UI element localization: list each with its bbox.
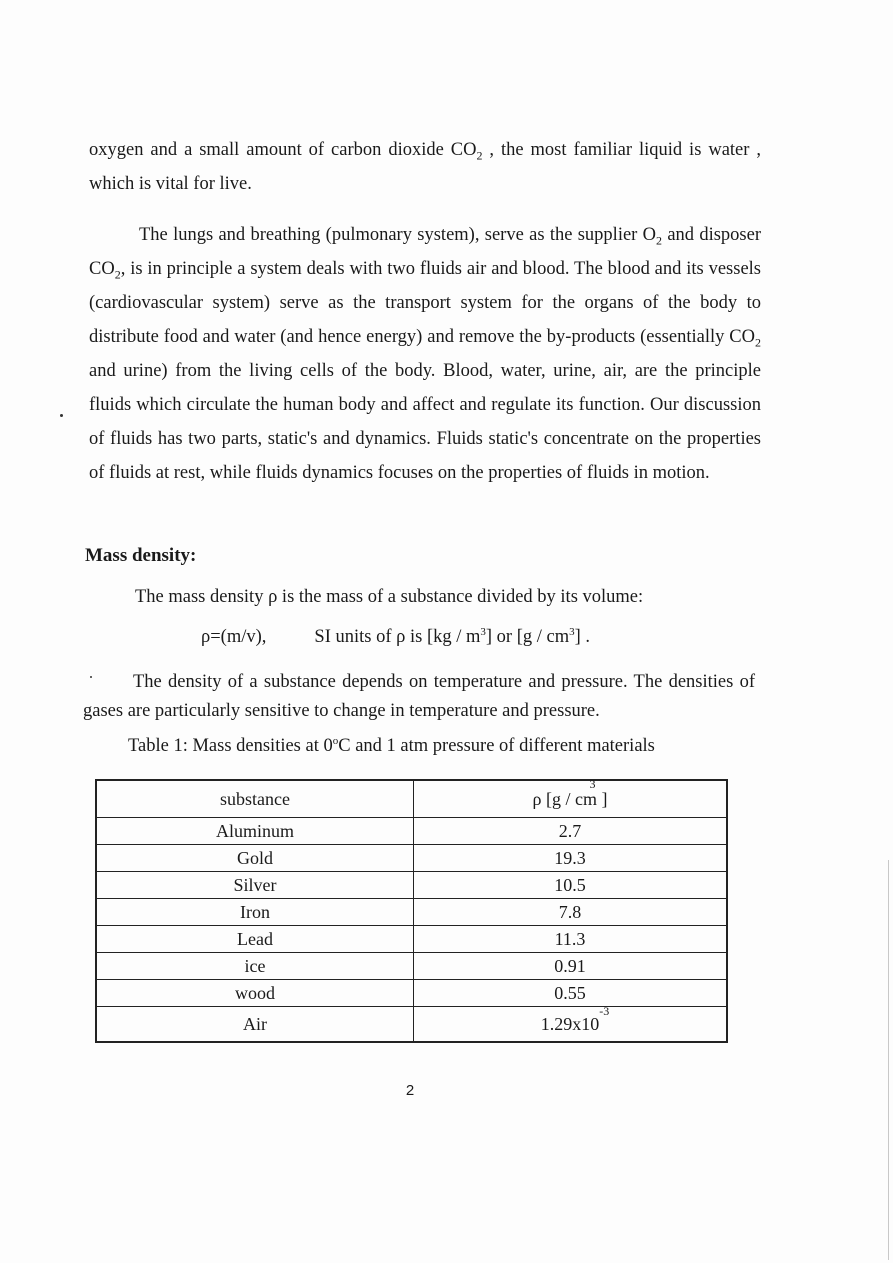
table-row [96,926,727,953]
density-formula: ρ=(m/v), SI units of ρ is $[kg / m^3]$ or $[g / cm^3]$ . [201,625,591,647]
header-density: ρ [g / cm ] 3 [414,780,728,818]
paragraph-oxygen: oxygen and a small amount of carbon dioxide $CO_2$ , the most familiar liquid is water , which is vital for live. [89,140,761,194]
table-row [96,899,727,926]
table-row [96,980,727,1007]
page-number: 2 [405,1082,415,1099]
cell-substance: Aluminum [96,818,414,845]
density-definition: The mass density ρ is the mass of a substance divided by its volume: [135,587,644,607]
cell-density: 10.5 [414,872,728,899]
header-substance: substance [96,780,414,818]
cell-substance: Gold [96,845,414,872]
cell-density: 2.7 [414,818,728,845]
cell-density: 11.3 [414,926,728,953]
cell-substance: Air [96,1007,414,1043]
cell-density: 1.29x10 -3 [414,1007,728,1043]
table-row [96,872,727,899]
table-row [96,845,727,872]
cell-substance: wood [96,980,414,1007]
table-row [96,818,727,845]
table-caption: Table 1: Mass densities at 0$^o$C and 1 atm pressure of different materials [128,734,655,756]
section-heading: Mass density: [85,545,197,566]
cell-density: 19.3 [414,845,728,872]
cell-density: 7.8 [414,899,728,926]
cell-substance: Silver [96,872,414,899]
cell-density: 0.55 [414,980,728,1007]
cell-substance: Iron [96,899,414,926]
cell-density: 0.91 [414,953,728,980]
paragraph-temperature: The density of a substance depends on temperature and pressure. The densities of gases are particularly sensitive to change in temperature and pressure. [83,672,755,721]
page-edge-line [888,860,889,1260]
density-table [95,776,728,1043]
scan-speck [90,676,92,678]
table-row [96,953,727,980]
cell-substance: Lead [96,926,414,953]
scan-speck [60,414,63,417]
cell-substance: ice [96,953,414,980]
table-header-row [96,780,727,818]
table-row [96,1007,727,1043]
paragraph-lungs: The lungs and breathing (pulmonary system), serve as the supplier $O_2$ and disposer $CO_2$, is in principle a system deals with two fluids air and blood. The blood and its vessels (cardiovascular system) serve as the transport system for the organs of the body to distribute food and water (and hence energy) and remove the by-products (essentially $CO_2$ and urine) from the living cells of the body. Blood, water, urine, air, are the principle fluids which circulate the human body and affect and regulate its function. Our discussion of fluids has two parts, static's and dynamics. Fluids static's concentrate on the properties of fluids at rest, while fluids dynamics focuses on the properties of fluids in motion. [89,225,762,483]
